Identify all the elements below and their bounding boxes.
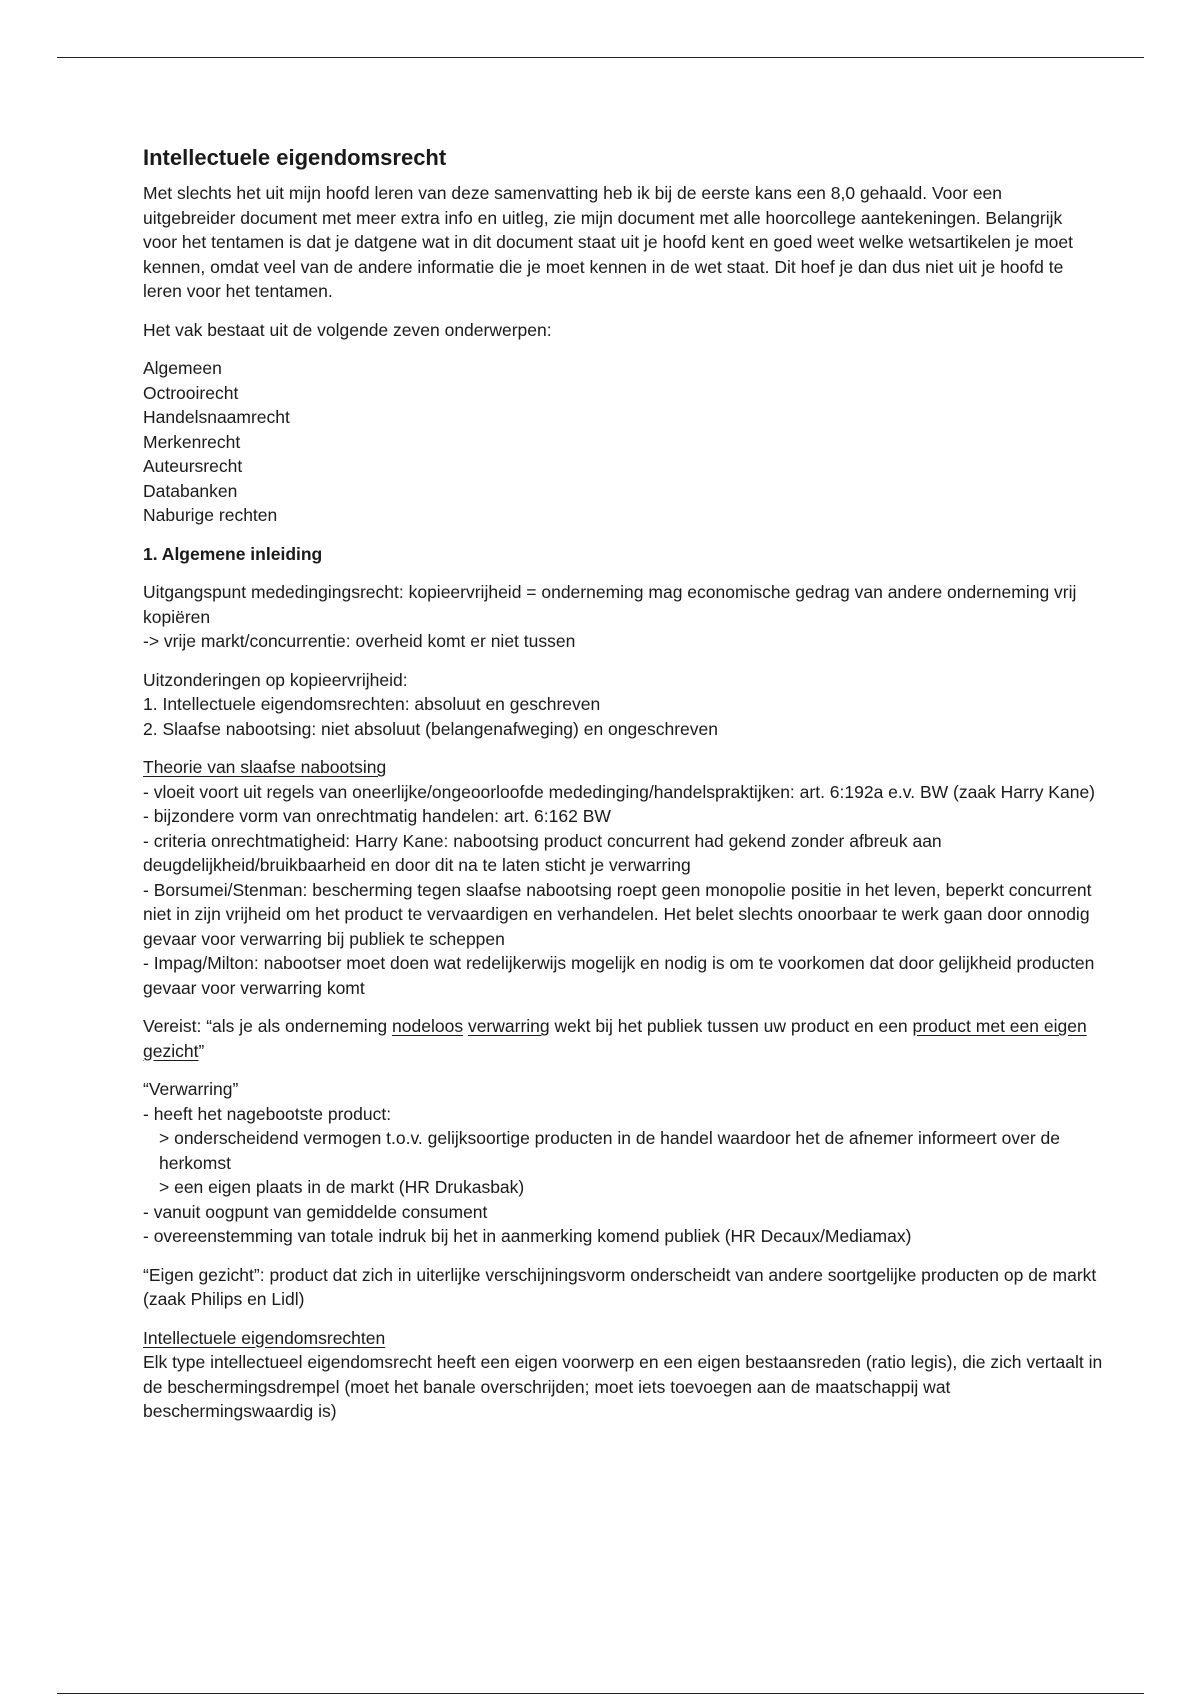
uitgangspunt-paragraph: [143, 580, 1103, 654]
list-subitem: > een eigen plaats in de markt (HR Drukasbak): [159, 1177, 525, 1197]
paragraph-text: Elk type intellectueel eigendomsrecht heeft een eigen voorwerp en een eigen bestaansreden (ratio legis), die zich vertaalt in de beschermingsdrempel (moet het banale overschrijden; moet iets toevoegen aan de maatschappij wat beschermingswaardig is): [143, 1352, 1103, 1421]
vereist-text: wekt bij het publiek tussen uw product en een: [549, 1016, 913, 1036]
top-rule: [57, 57, 1144, 58]
list-item: Algemeen: [143, 358, 222, 378]
intro-paragraph: Met slechts het uit mijn hoofd leren van deze samenvatting heb ik bij de eerste kans een 8,0 gehaald. Voor een uitgebreider document met meer extra info en uitleg, zie mijn document met alle hoorcollege aantekeningen. Belangrijk voor het tentamen is dat je datgene wat in dit document staat uit je hoofd kent en goed weet welke wetsartikelen je moet kennen, omdat veel van de andere informatie die je moet kennen in de wet staat. Dit hoef je dan dus niet uit je hoofd te leren voor het tentamen.: [143, 183, 1074, 301]
list-item: - heeft het nagebootste product:: [143, 1103, 392, 1124]
vereist-paragraph: [143, 1014, 1103, 1063]
subjects-list: [143, 356, 1103, 528]
list-item: - bijzondere vorm van onrechtmatig handelen: art. 6:162 BW: [143, 806, 611, 826]
ie-block: [143, 1326, 1103, 1424]
vereist-text: ”: [198, 1040, 205, 1061]
underlined-term: verwarring: [467, 1016, 550, 1036]
list-item: - criteria onrechtmatigheid: Harry Kane: nabootsing product concurrent had gekend zonder afbreuk aan deugdelijkheid/bruikbaarheid en door dit na te laten sticht je verwarring: [143, 830, 942, 875]
list-item: - Borsumei/Stenman: bescherming tegen slaafse nabootsing roept geen monopolie positie in het leven, beperkt concurrent niet in zijn vrijheid om het product te vervaardigen en verhandelen. Het belet slechts onoorbaar te werk gaan door onnodig gevaar voor verwarring bij publiek te scheppen: [143, 879, 1092, 949]
subjects-intro: Het vak bestaat uit de volgende zeven onderwerpen:: [143, 319, 552, 340]
document-body: [143, 143, 1103, 1438]
uitzonderingen-list: [143, 668, 1103, 742]
underlined-term: product met een eigen gezicht: [143, 1016, 1087, 1061]
list-item: Auteursrecht: [143, 456, 243, 476]
section-heading: 1. Algemene inleiding: [143, 543, 323, 564]
underlined-term: nodeloos: [392, 1016, 464, 1036]
list-item: Handelsnaamrecht: [143, 407, 290, 427]
bottom-rule: [57, 1693, 1144, 1694]
list-item: Uitzonderingen op kopieervrijheid:: [143, 669, 408, 690]
list-item: Naburige rechten: [143, 505, 278, 525]
paragraph-line: Uitgangspunt mededingingsrecht: kopieervrijheid = onderneming mag economische gedrag van andere onderneming vrij kopiëren: [143, 582, 1077, 627]
subheading: Intellectuele eigendomsrechten: [143, 1327, 386, 1348]
subheading: “Verwarring”: [143, 1079, 239, 1099]
list-item: 1. Intellectuele eigendomsrechten: absoluut en geschreven: [143, 694, 601, 714]
eigen-gezicht-paragraph: “Eigen gezicht”: product dat zich in uiterlijke verschijningsvorm onderscheidt van andere soortgelijke producten op de markt (zaak Philips en Lidl): [143, 1264, 1097, 1309]
subheading: Theorie van slaafse nabootsing: [143, 757, 387, 777]
theorie-block: [143, 755, 1103, 1000]
list-subitem: > onderscheidend vermogen t.o.v. gelijksoortige producten in de handel waardoor het de afnemer informeert over de herkomst: [159, 1128, 1060, 1173]
list-item: - vloeit voort uit regels van oneerlijke/ongeoorloofde mededinging/handelspraktijken: art. 6:192a e.v. BW (zaak Harry Kane): [143, 781, 1095, 802]
list-item: - vanuit oogpunt van gemiddelde consument: [143, 1201, 488, 1222]
list-item: Octrooirecht: [143, 382, 239, 403]
verwarring-block: [143, 1077, 1103, 1249]
list-item: Databanken: [143, 480, 238, 501]
list-item: - overeenstemming van totale indruk bij het in aanmerking komend publiek (HR Decaux/Mediamax): [143, 1226, 912, 1246]
document-title: Intellectuele eigendomsrecht: [143, 145, 447, 170]
vereist-text: Vereist: “als je als onderneming: [143, 1016, 393, 1036]
list-item: Merkenrecht: [143, 431, 241, 452]
paragraph-line: -> vrije markt/concurrentie: overheid komt er niet tussen: [143, 631, 576, 651]
list-item: 2. Slaafse nabootsing: niet absoluut (belangenafweging) en ongeschreven: [143, 718, 718, 739]
list-item: - Impag/Milton: nabootser moet doen wat redelijkerwijs mogelijk en nodig is om te voorkomen dat door gelijkheid producten gevaar voor verwarring komt: [143, 953, 1095, 998]
